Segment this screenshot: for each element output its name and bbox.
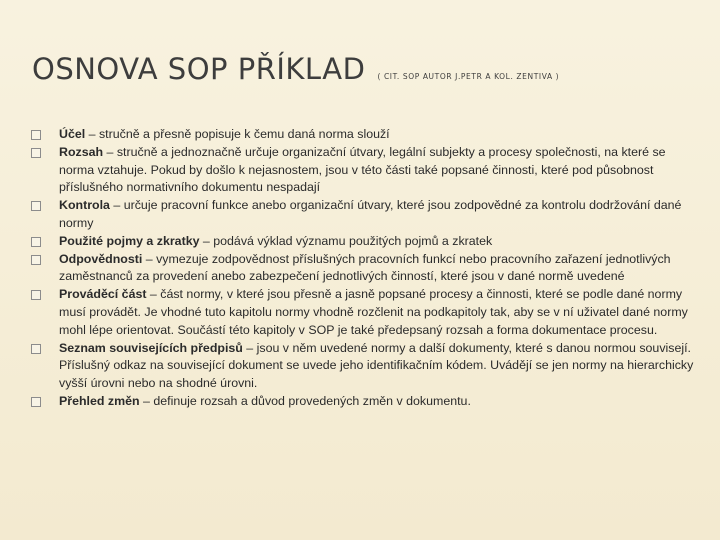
item-text: – stručně a jednoznačně určuje organizační útvary, legální subjekty a procesy společnosti, na které se norma vztahuje. Pokud by došlo k nejasnostem, jsou v této části také popsané činnosti, které pod působnost příslušného normativního dokumentu nespadají: [59, 144, 666, 195]
list-item-content: [59, 197, 698, 233]
list-item-content: [59, 233, 698, 251]
list-item: [30, 197, 698, 233]
item-text: – vymezuje zodpovědnost příslušných pracovních funkcí nebo pracovního zařazení jednotlivých zaměstnanců za provedení anebo zabezpečení jednotlivých činností, které jsou v dané normě uvedené: [59, 251, 671, 284]
list-item-content: [59, 286, 698, 339]
square-bullet-icon: [31, 255, 41, 265]
list-item: [30, 393, 698, 411]
item-term: Přehled změn: [59, 393, 140, 408]
list-item: [30, 233, 698, 251]
list-item-content: [59, 251, 698, 287]
item-term: Prováděcí část: [59, 287, 147, 302]
square-bullet-icon: [31, 397, 41, 407]
item-term: Kontrola: [59, 198, 110, 213]
list-item: [30, 144, 698, 197]
citation: ( CIT. SOP AUTOR J.PETR A KOL. ZENTIVA ): [377, 72, 560, 81]
item-term: Odpovědnosti: [59, 251, 143, 266]
item-text: – určuje pracovní funkce anebo organizační útvary, které jsou zodpovědné za kontrolu dodržování dané normy: [59, 198, 682, 230]
list-item-content: [59, 144, 698, 197]
list-item: [30, 251, 698, 287]
list-item: [30, 340, 698, 393]
page-title: OSNOVA SOP PŘÍKLAD: [32, 52, 366, 86]
bullet-list: [30, 126, 698, 411]
square-bullet-icon: [31, 148, 41, 158]
item-term: Použité pojmy a zkratky: [59, 233, 200, 248]
item-text: – část normy, v které jsou přesně a jasně popsané procesy a činnosti, které se podle dané normy musí provádět. Je vhodné tuto kapitolu normy vhodně rozčlenit na podkapitoly tak, aby se v ní uživatel dané normy mohl lépe orientovat. Součástí této kapitoly v SOP je také předepsaný rozsah a forma dokumentace procesu.: [59, 287, 688, 337]
list-item-content: [59, 126, 698, 144]
square-bullet-icon: [31, 237, 41, 247]
item-term: Rozsah: [59, 144, 104, 159]
square-bullet-icon: [31, 201, 41, 211]
item-term: Účel: [59, 127, 86, 141]
item-text: – stručně a přesně popisuje k čemu daná norma slouží: [85, 127, 390, 141]
list-item: [30, 286, 698, 339]
item-text: – jsou v něm uvedené normy a další dokumenty, které s danou normou souvisejí. Příslušný odkaz na související dokument se uvede jeho identifikačním kódem. Uvádějí se jen normy na hierarchicky vyšší úrovni nebo na shodné úrovni.: [59, 340, 694, 391]
list-item-content: [59, 340, 698, 393]
item-term: Seznam souvisejících předpisů: [59, 340, 243, 355]
list-item-content: [59, 393, 698, 411]
square-bullet-icon: [31, 344, 41, 354]
item-text: – podává výklad významu použitých pojmů a zkratek: [199, 233, 493, 248]
list-item: [30, 126, 698, 144]
square-bullet-icon: [31, 290, 41, 300]
square-bullet-icon: [31, 130, 41, 140]
item-text: – definuje rozsah a důvod provedených změn v dokumentu.: [139, 393, 471, 408]
title-row: [32, 52, 692, 86]
